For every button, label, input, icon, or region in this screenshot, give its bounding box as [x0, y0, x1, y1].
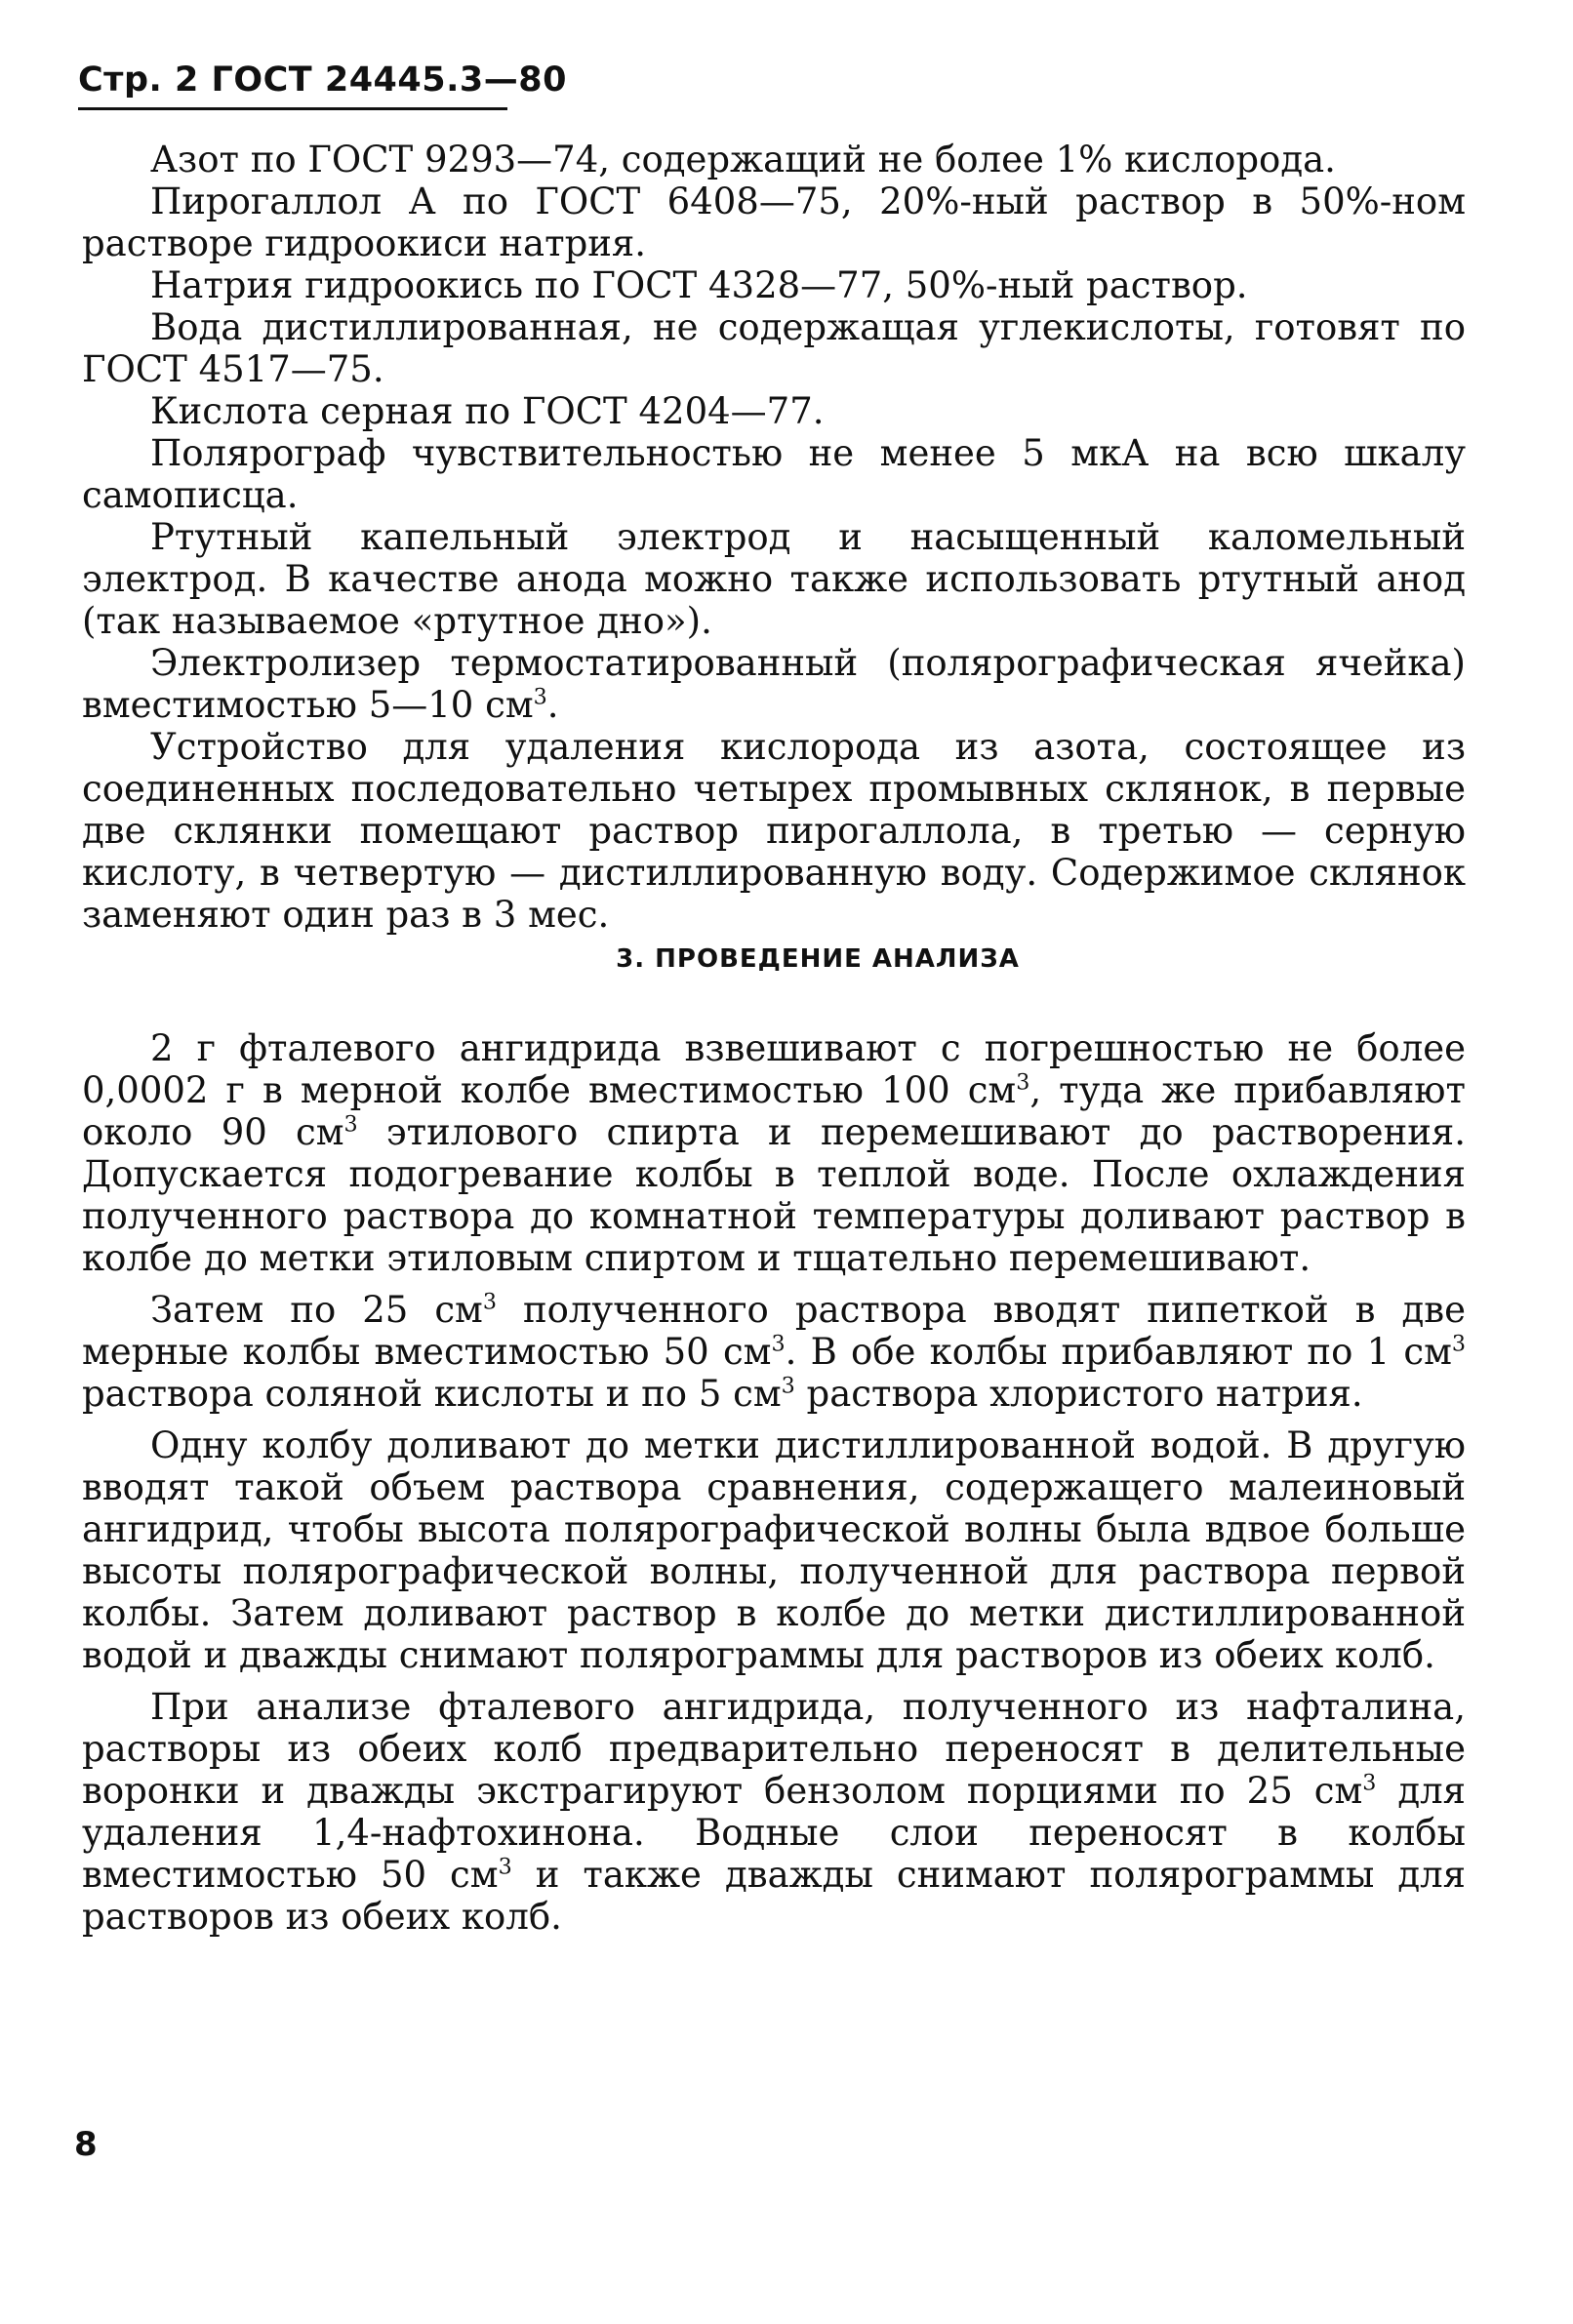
paragraph-nitrogen: Азот по ГОСТ 9293—74, содержащий не более 1% кислорода. [150, 139, 1336, 180]
text-span: этилового спирта и перемешивают до растворения. Допускается подогревание колбы в теплой воде. После охлаждения полученного раствора до комнатной температуры доливают раствор в колбе до метки этиловым спиртом и тщательно перемешивают. [82, 1111, 1466, 1279]
text-span: и также дважды снимают полярограммы для растворов из обеих колб. [82, 1854, 1466, 1938]
superscript: 3 [1016, 1069, 1030, 1096]
text-span: полученного раствора вводят пипеткой в две мерные колбы вместимостью 50 см [82, 1289, 1466, 1373]
text-span: Электролизер термостатированный (полярографическая ячейка) вместимостью 5—10 см [82, 642, 1466, 726]
superscript: 3 [781, 1373, 795, 1399]
superscript: 3 [1451, 1331, 1466, 1357]
paragraph-sodium-hydroxide: Натрия гидроокись по ГОСТ 4328—77, 50%-ный раствор. [150, 264, 1248, 306]
paragraph-pyrogallol: Пирогаллол А по ГОСТ 6408—75, 20%-ный раствор в 50%-ном растворе гидроокиси натрия. [82, 180, 1466, 264]
paragraph-weighing [82, 1027, 1466, 1279]
text-span: Затем по 25 см [150, 1289, 483, 1331]
superscript: 3 [533, 684, 547, 710]
text-span: раствора хлористого натрия. [794, 1373, 1363, 1415]
paragraph-mercury-electrode: Ртутный капельный электрод и насыщенный каломельный электрод. В качестве анода можно также использовать ртутный анод (так называемое «ртутное дно»). [82, 516, 1466, 642]
text-span: , туда же прибавляют около 90 см [82, 1069, 1466, 1153]
page-header: Стр. 2 ГОСТ 24445.3—80 [78, 60, 567, 100]
paragraph-comparison-solution: Одну колбу доливают до метки дистиллированной водой. В другую вводят такой объем раствора сравнения, содержащего малеиновый ангидрид, чтобы высота полярографической волны была вдвое больше высоты полярографической волны, полученной для раствора первой колбы. Затем доливают раствор в колбе до метки дистиллированной водой и дважды снимают полярограммы для растворов из обеих колб. [82, 1424, 1466, 1676]
paragraph-pipette [82, 1289, 1466, 1415]
text-span: . В обе колбы прибавляют по 1 см [785, 1331, 1452, 1373]
header-rule [78, 107, 507, 110]
document-body [82, 139, 1466, 1938]
paragraph-oxygen-removal-device: Устройство для удаления кислорода из азота, состоящее из соединенных последовательно четырех промывных склянок, в первые две склянки помещают раствор пирогаллола, в третью — серную кислоту, в четвертую — дистиллированную воду. Содержимое склянок заменяют один раз в 3 мес. [82, 726, 1466, 936]
paragraph-electrolyzer [82, 642, 1466, 726]
superscript: 3 [482, 1289, 497, 1315]
superscript: 3 [771, 1331, 786, 1357]
paragraph-naphthalene [82, 1686, 1466, 1938]
text-span: 2 г фталевого ангидрида взвешивают с погрешностью не более 0,0002 г в мерной колбе вместимостью 100 см [82, 1027, 1466, 1111]
page-number: 8 [74, 2125, 98, 2164]
text-span: . [546, 684, 559, 726]
superscript: 3 [343, 1111, 358, 1138]
superscript: 3 [498, 1854, 512, 1880]
text-span: для удаления 1,4-нафтохинона. Водные слои переносят в колбы вместимостью 50 см [82, 1770, 1466, 1896]
superscript: 3 [1362, 1770, 1377, 1796]
paragraph-sulfuric-acid: Кислота серная по ГОСТ 4204—77. [150, 390, 825, 432]
paragraph-polarograph: Полярограф чувствительностью не менее 5 мкА на всю шкалу самописца. [82, 432, 1466, 516]
text-span: При анализе фталевого ангидрида, полученного из нафталина, растворы из обеих колб предварительно переносят в делительные воронки и дважды экстрагируют бензолом порциями по 25 см [82, 1686, 1466, 1812]
section-heading: 3. ПРОВЕДЕНИЕ АНАЛИЗА [616, 944, 1020, 974]
paragraph-distilled-water: Вода дистиллированная, не содержащая углекислоты, готовят по ГОСТ 4517—75. [82, 306, 1466, 390]
text-span: раствора соляной кислоты и по 5 см [82, 1373, 782, 1415]
